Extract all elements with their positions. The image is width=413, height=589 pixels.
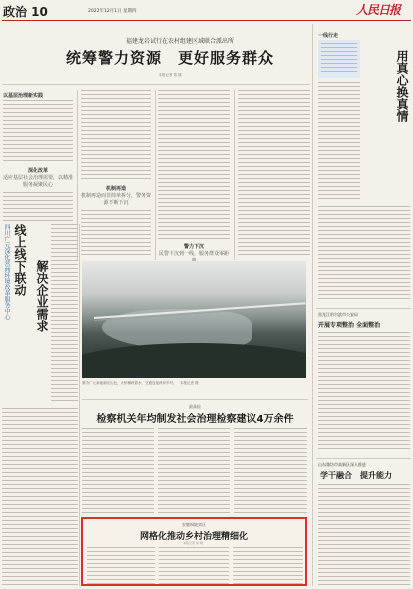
lead-quote-2 — [81, 186, 151, 207]
highlight-headline: 网格化推动乡村治理精细化 — [139, 532, 248, 542]
sidebar-intro-box — [318, 40, 360, 78]
article2-kicker: 最高检 — [189, 404, 201, 409]
highlight-kicker: 安徽铜陵郊区 — [182, 522, 206, 527]
lead-headline: 统筹警力资源 更好服务群众 — [65, 49, 274, 67]
lead-body-col-1 — [3, 100, 73, 162]
highlight-body-2 — [159, 547, 229, 585]
highlight-byline: 本报记者 徐 靖 — [183, 541, 203, 545]
left-feature-headline-b: 解决企业需求 — [35, 260, 49, 332]
left-feature — [1, 224, 79, 404]
article2-body-1 — [82, 428, 154, 514]
sidebar-vertical-title: 用真心换真情 — [395, 50, 409, 122]
lead-body-col-2b — [81, 210, 151, 258]
lead-body-col-2 — [81, 90, 151, 182]
photo-caption: 图为广元某地湖光山色，大桥横跨碧水，交通连接两岸乡村。 本报记者 摄 — [82, 381, 199, 385]
left-feature-kicker: 四川广元深化营商环境改革服务中心 — [3, 224, 10, 320]
highlight-body-3 — [233, 547, 303, 585]
lead-kicker: 福建龙岩试行在农村组建区域联合派出所 — [125, 38, 234, 45]
lead-body-col-1b — [3, 192, 73, 222]
masthead-rule — [2, 20, 411, 21]
lead-quote-2-body: 机制再造而非简单拆分，警务资源不断下沉 — [81, 193, 152, 206]
sidebar-body-1 — [318, 82, 360, 202]
article2-body-3 — [234, 428, 307, 514]
lead-quote-1-body: 适应基层社会治理需要，以精准服务凝聚民心 — [3, 175, 74, 188]
lead-body-col-4 — [238, 90, 310, 256]
highlight-body-1 — [87, 547, 155, 585]
lead-quote-3-body: 民警下沉到一线，服务群众零距 — [158, 251, 229, 257]
article2-body-2 — [158, 428, 230, 514]
left-feature-body — [51, 224, 78, 404]
section-label: 政治 10 — [3, 5, 48, 19]
sidebar-bottom-body — [318, 484, 410, 586]
lead-byline: 本报记者 郑 娜 — [158, 73, 182, 77]
photo-ridge — [82, 343, 306, 378]
highlight-article[interactable] — [81, 517, 307, 586]
sidebar-top-label: 一线行走 — [318, 33, 339, 39]
sidebar-bottom-headline: 学干融合 提升能力 — [320, 471, 392, 480]
sidebar-mid-headline: 开展专项整治 全面整治 — [318, 322, 381, 329]
dateline: 2022年12月1日 星期四 — [88, 9, 137, 14]
sidebar-mid-kicker: 黑龙江哈尔滨市公安局 — [318, 312, 358, 317]
left-feature-body-2 — [2, 408, 78, 586]
sidebar-bottom-kicker: 山东潍坊市高新区深入推进 — [318, 462, 366, 467]
sidebar-mid-body — [318, 332, 410, 452]
sidebar-body-2 — [318, 206, 410, 302]
lead-quote-3-title: 警力下沉 — [183, 244, 204, 250]
newspaper-logo: 人民日报 — [356, 3, 401, 17]
lead-quote-1-title: 深化改革 — [27, 168, 48, 174]
lead-body-col-3 — [158, 90, 230, 240]
lake-bridge-photo — [82, 261, 306, 378]
article2-headline: 检察机关年均制发社会治理检察建议4万余件 — [96, 414, 294, 425]
lead-quote-1 — [3, 168, 73, 189]
lead-divider — [2, 84, 310, 85]
left-feature-headline-a: 线上线下联动 — [13, 224, 27, 296]
lead-quote-2-title: 机制再造 — [105, 186, 126, 192]
lead-subhead: 以基层治理新实践 — [3, 93, 44, 99]
masthead — [0, 0, 413, 22]
